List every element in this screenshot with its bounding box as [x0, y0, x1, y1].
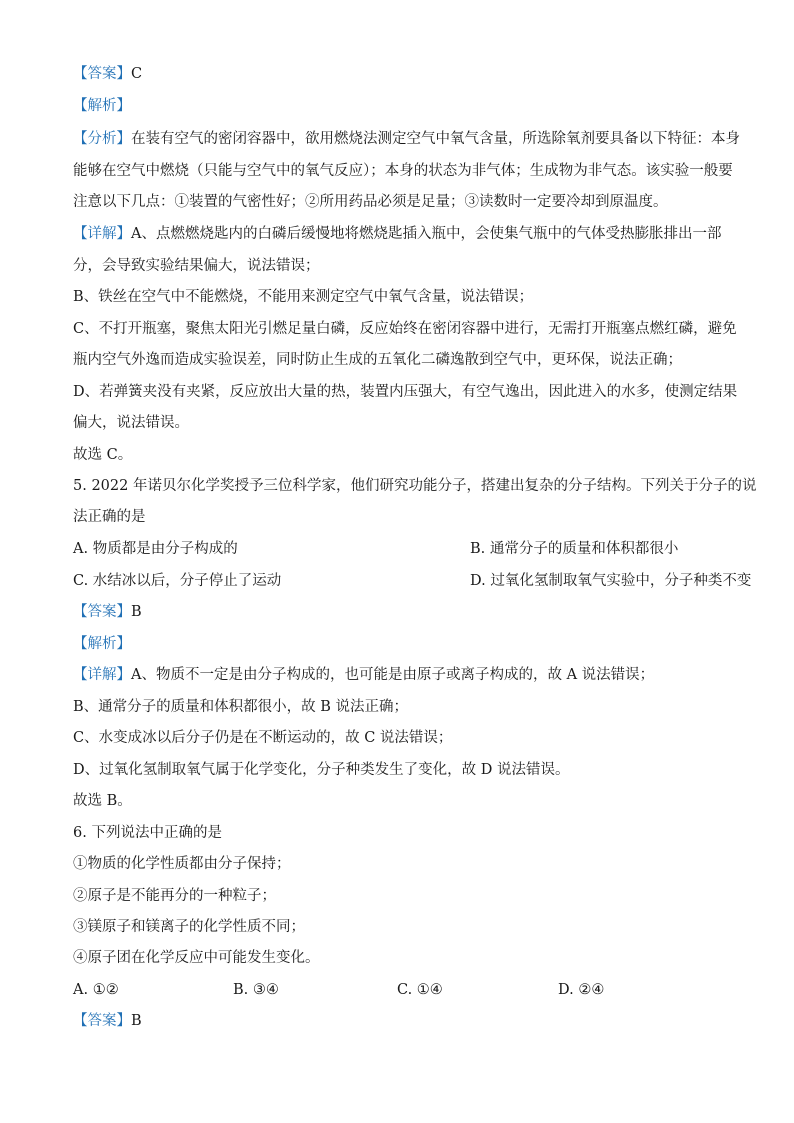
q5-conclusion: 故选 B。	[73, 793, 132, 809]
q6-option-b: B. ③④	[233, 982, 279, 998]
q5-c-line: C、水变成冰以后分子仍是在不断运动的，故 C 说法错误；	[73, 730, 453, 746]
xiangjie-tag: 【详解】	[73, 226, 131, 242]
q5-d-line: D、过氧化氢制取氧气属于化学变化，分子种类发生了变化，故 D 说法错误。	[73, 762, 570, 778]
q5-xiangjie-line: 【详解】A、物质不一定是由分子构成的，也可能是由原子或离子构成的，故 A 说法错误；	[73, 667, 655, 683]
q6-option-c: C. ①④	[397, 982, 443, 998]
q4-fenxi-line-2: 能够在空气中燃烧（只能与空气中的氧气反应）；本身的状态为非气体；生成物为非气态。该实验一般要	[73, 163, 733, 179]
q6-item-1: ①物质的化学性质都由分子保持；	[73, 856, 291, 872]
q6-item-4: ④原子团在化学反应中可能发生变化。	[73, 950, 320, 966]
q5-option-a: A. 物质都是由分子构成的	[73, 541, 238, 557]
q5-option-b: B. 通常分子的质量和体积都很小	[470, 541, 679, 557]
q4-answer-line	[73, 64, 724, 84]
answer-value: B	[131, 1013, 142, 1029]
q4-c-line-2: 瓶内空气外逸而造成实验误差，同时防止生成的五氧化二磷逸散到空气中，更环保，说法正确；	[73, 352, 682, 368]
q5-answer-line	[73, 602, 724, 622]
analysis-tag: 【解析】	[73, 636, 131, 652]
q5-option-c: C. 水结冰以后，分子停止了运动	[73, 573, 282, 589]
q5-stem-line-1: 5. 2022 年诺贝尔化学奖授予三位科学家，他们研究功能分子，搭建出复杂的分子结构。下列关于分子的说	[73, 478, 757, 494]
q6-option-a: A. ①②	[73, 982, 119, 998]
q6-item-3: ③镁原子和镁离子的化学性质不同；	[73, 919, 305, 935]
q4-conclusion: 故选 C。	[73, 447, 133, 463]
answer-tag: 【答案】	[73, 66, 131, 82]
answer-tag: 【答案】	[73, 604, 131, 620]
answer-value: C	[131, 66, 143, 82]
q6-stem: 6. 下列说法中正确的是	[73, 825, 222, 841]
q6-option-d: D. ②④	[558, 982, 605, 998]
q4-c-line-1: C、不打开瓶塞，聚焦太阳光引燃足量白磷，反应始终在密闭容器中进行，无需打开瓶塞点燃红磷，避免	[73, 321, 737, 337]
q5-options-row-2	[73, 571, 752, 591]
q6-answer-line	[73, 1011, 724, 1031]
q4-d-line-2: 偏大，说法错误。	[73, 415, 189, 431]
q4-fenxi-line-1: 【分析】在装有空气的密闭容器中，欲用燃烧法测定空气中氧气含量，所选除氧剂要具备以下特征：本身	[73, 131, 740, 147]
answer-tag: 【答案】	[73, 1013, 131, 1029]
q4-analysis-heading	[73, 96, 724, 116]
answer-value: B	[131, 604, 142, 620]
xiangjie-tag: 【详解】	[73, 667, 131, 683]
q5-options-row-1	[73, 539, 724, 559]
q4-xiangjie-line-1: 【详解】A、点燃燃烧匙内的白磷后缓慢地将燃烧匙插入瓶中，会使集气瓶中的气体受热膨胀排出一部	[73, 226, 722, 242]
q6-item-2: ②原子是不能再分的一种粒子；	[73, 888, 276, 904]
analysis-tag: 【解析】	[73, 98, 131, 114]
q4-fenxi-line-3: 注意以下几点：①装置的气密性好；②所用药品必须是足量；③读数时一定要冷却到原温度。	[73, 194, 668, 210]
q5-analysis-heading	[73, 634, 724, 654]
q5-b-line: B、通常分子的质量和体积都很小，故 B 说法正确；	[73, 699, 409, 715]
q5-stem-line-2: 法正确的是	[73, 509, 146, 525]
q5-option-d: D. 过氧化氢制取氧气实验中，分子种类不变	[470, 573, 752, 589]
fenxi-tag: 【分析】	[73, 131, 131, 147]
q4-xiangjie-line-2: 分，会导致实验结果偏大，说法错误；	[73, 258, 320, 274]
q4-d-line-1: D、若弹簧夹没有夹紧，反应放出大量的热，装置内压强大，有空气逸出，因此进入的水多，使测定结果	[73, 384, 738, 400]
q4-b-line: B、铁丝在空气中不能燃烧，不能用来测定空气中氧气含量，说法错误；	[73, 289, 534, 305]
